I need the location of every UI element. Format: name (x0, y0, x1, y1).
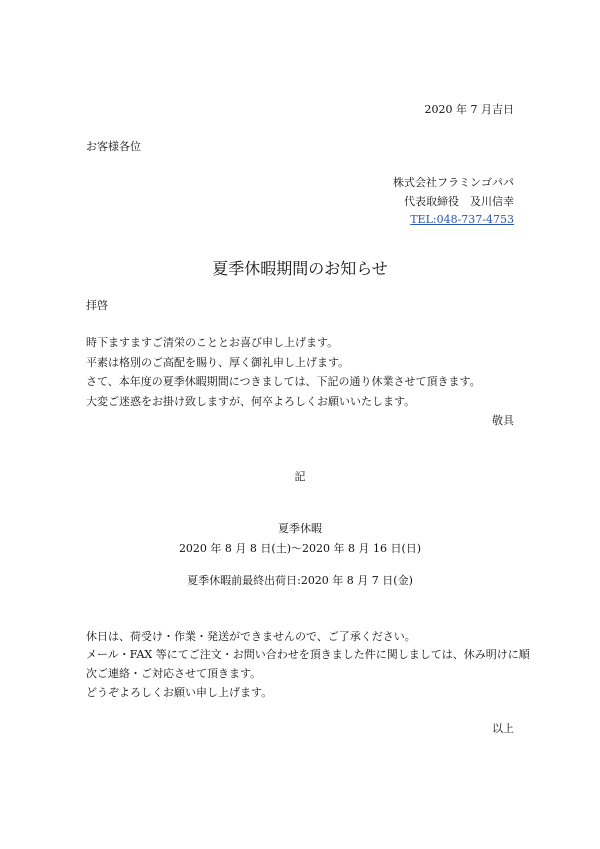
recipient: お客様各位 (86, 140, 141, 153)
note-line: 休日は、荷受け・作業・発送ができませんので、ご了承ください。 (86, 630, 416, 643)
note-line: どうぞよろしくお願い申し上げます。 (86, 686, 273, 699)
note-line: メール・FAX 等にてご注文・お問い合わせを頂きました件に関しましては、休み明けに順 (86, 648, 530, 661)
closing-word: 以上 (492, 722, 514, 735)
ki-heading: 記 (294, 470, 306, 483)
body-line: さて、本年度の夏季休暇期間につきましては、下記の通り休業させて頂きます。 (86, 375, 481, 388)
body-line: 時下ますますご清栄のこととお喜び申し上げます。 (86, 336, 339, 349)
last-shipping-date: 夏季休暇前最終出荷日:2020 年 8 月 7 日(金) (187, 574, 413, 587)
sender-tel-link[interactable]: TEL:048-737-4753 (410, 213, 514, 226)
holiday-period: 2020 年 8 月 8 日(土)～2020 年 8 月 16 日(日) (178, 542, 422, 555)
greeting-close: 敬具 (492, 414, 514, 427)
document-title: 夏季休暇期間のお知らせ (212, 259, 388, 278)
body-line: 平素は格別のご高配を賜り、厚く御礼申し上げます。 (86, 356, 350, 369)
sender-representative: 代表取締役 及川信幸 (404, 195, 514, 208)
body-line: 大変ご迷惑をお掛け致しますが、何卒よろしくお願いいたします。 (86, 395, 416, 408)
sender-company: 株式会社フラミンゴパパ (393, 176, 514, 189)
greeting-open: 拝啓 (86, 299, 108, 312)
holiday-label: 夏季休暇 (278, 522, 322, 535)
issue-date: 2020 年 7 月吉日 (424, 103, 514, 116)
note-line: 次ご連絡・ご対応させて頂きます。 (86, 667, 262, 680)
